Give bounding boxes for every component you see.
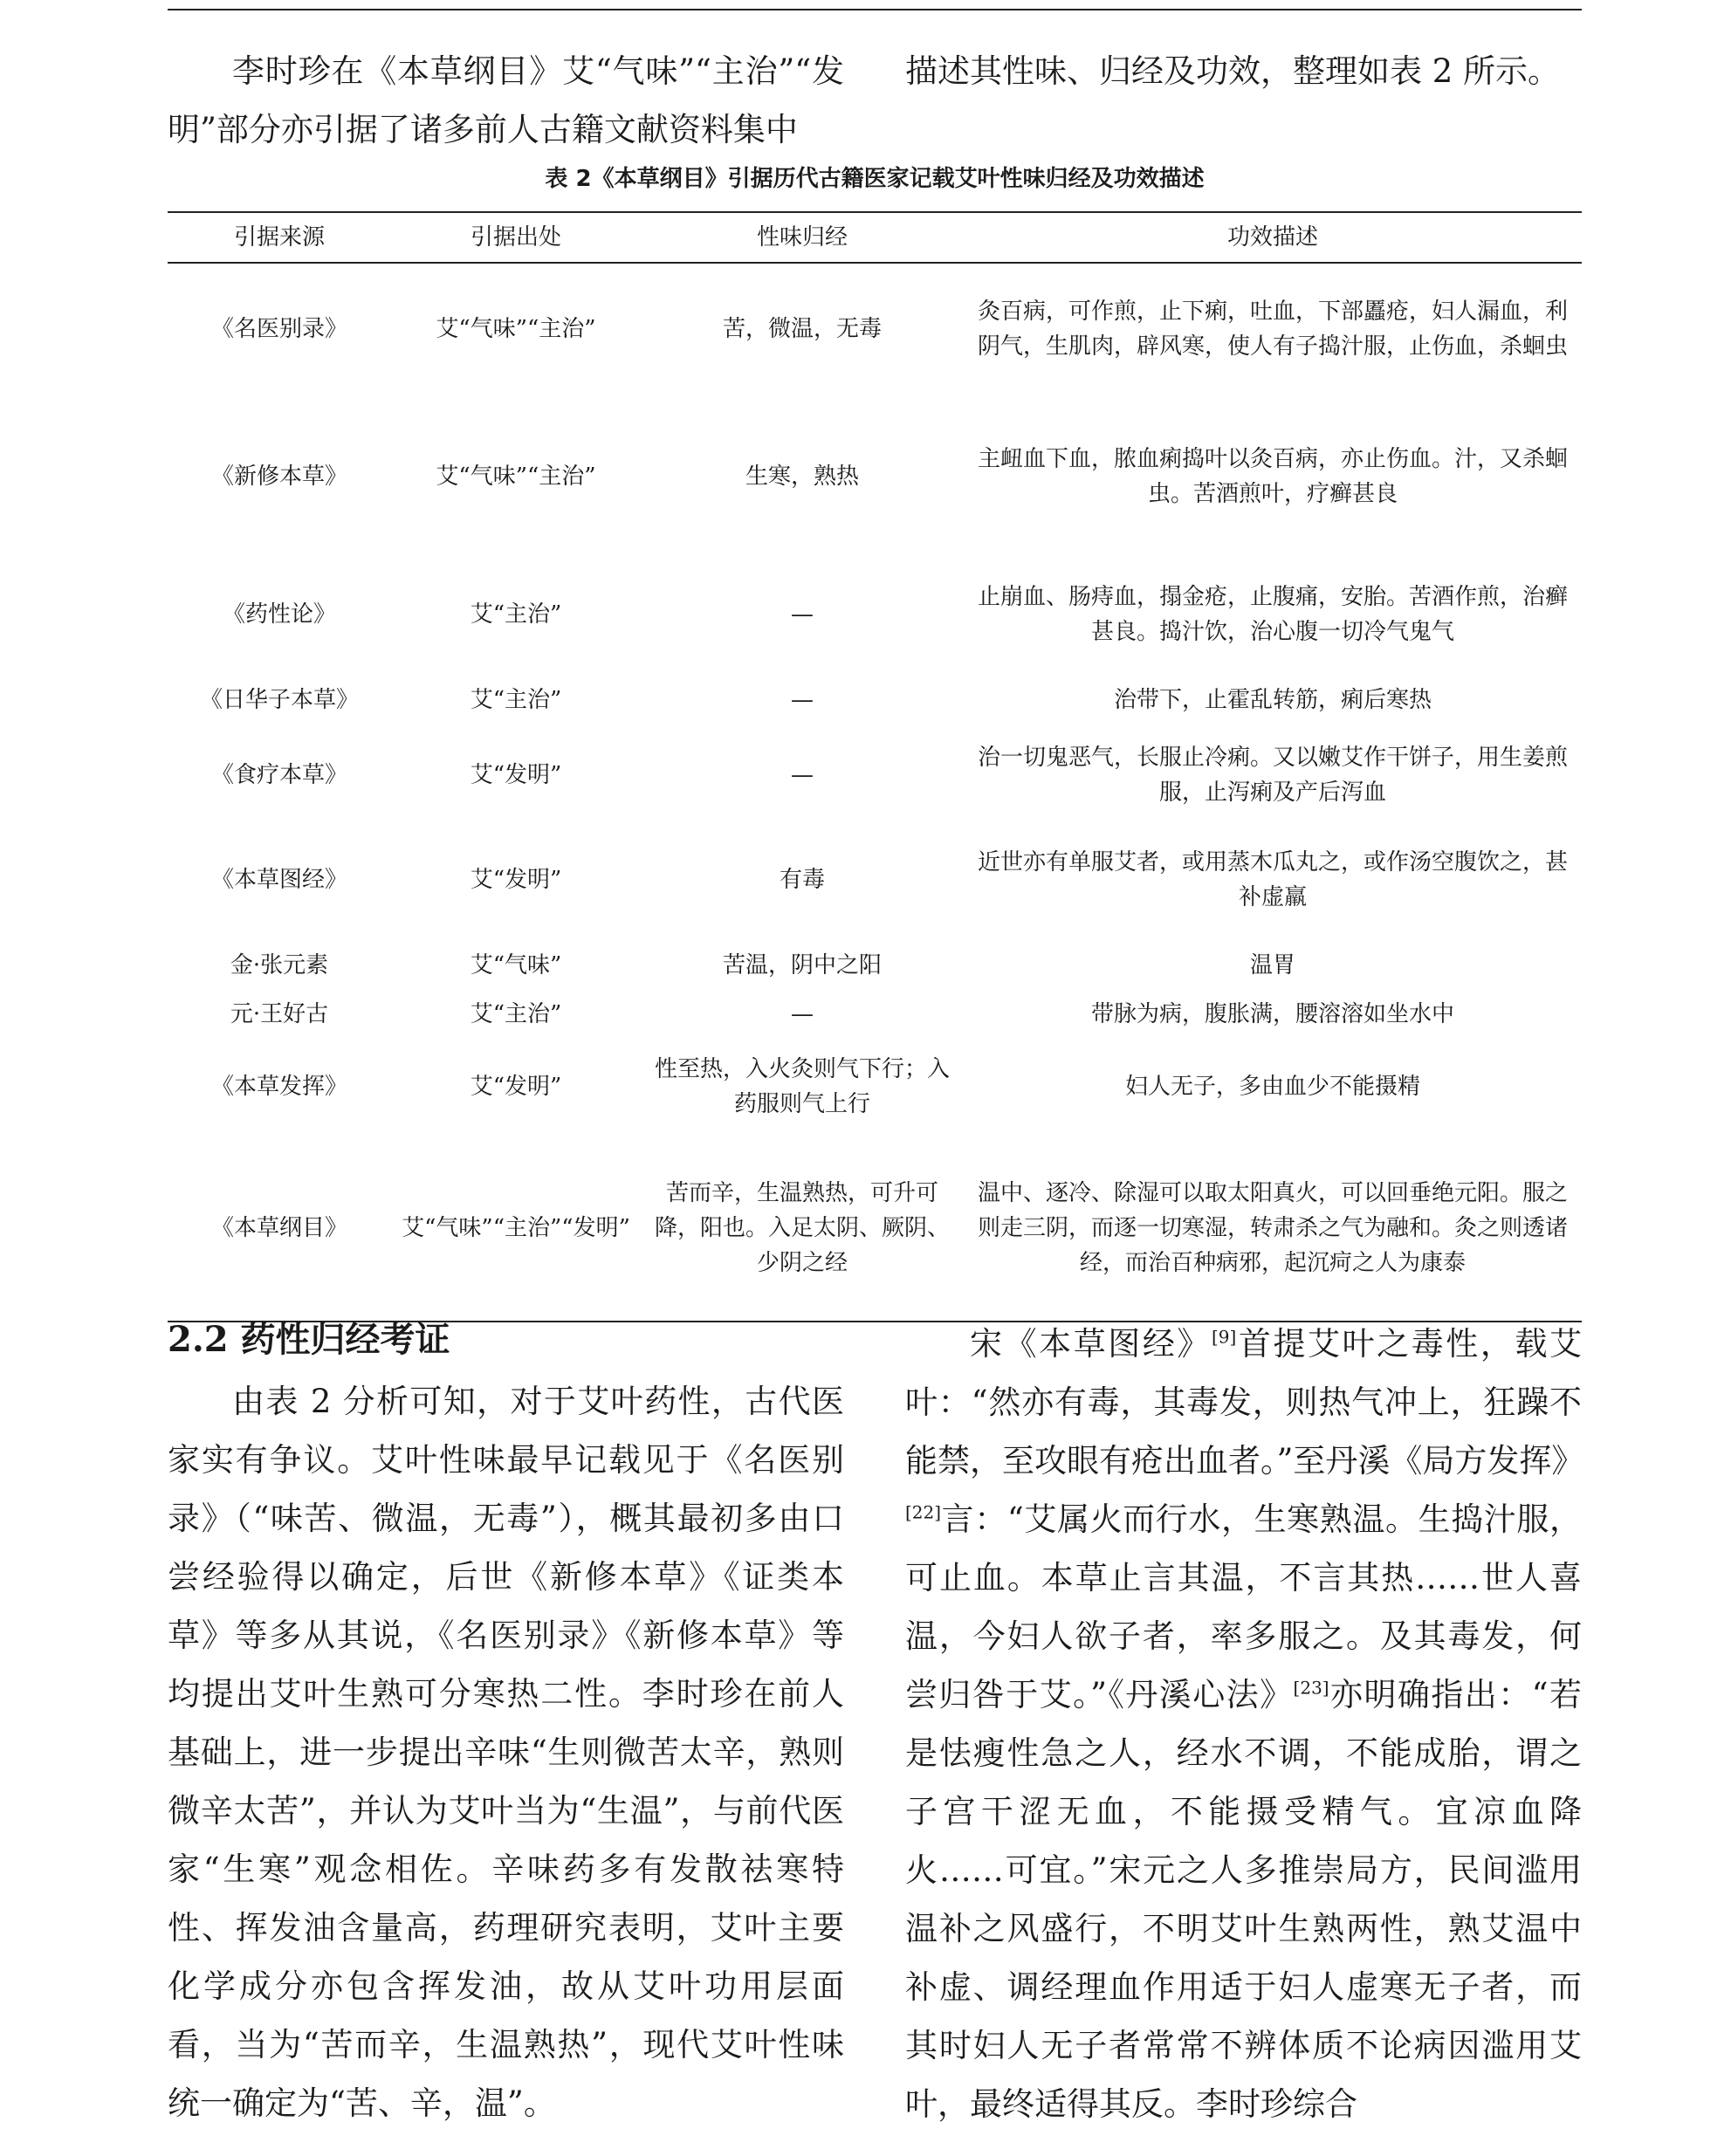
- text-run: 首提艾叶之毒性，载艾叶：“然亦有毒，其毒发，则热气冲上，狂躁不能禁，至攻眼有疮出血者。”至丹溪《局方发挥》: [905, 1325, 1584, 1480]
- table-row: [168, 394, 1582, 560]
- cell-origin: 艾“发明”: [470, 762, 562, 788]
- section-paragraph-right: [905, 1315, 1582, 2133]
- cell-source: 《本草图经》: [210, 867, 347, 893]
- section-left-column: [168, 1315, 844, 2132]
- intro-paragraph-left: 李时珍在《本草纲目》艾“气味”“主治”“发明”部分亦引据了诸多前人古籍文献资料集中: [168, 52, 844, 148]
- cell-nature: —: [791, 762, 814, 788]
- cell-nature: 苦而辛，生温熟热，可升可降，阳也。入足太阴、厥阴、少阴之经: [641, 1135, 964, 1322]
- cell-source: 《本草发挥》: [210, 1074, 347, 1100]
- cell-origin: 艾“主治”: [470, 1001, 562, 1027]
- cell-origin: 艾“气味”“主治”: [436, 463, 596, 490]
- cell-effect: 止崩血、肠痔血，搨金疮，止腹痛，安胎。苦酒作煎，治癣甚良。捣汁饮，治心腹一切冷气鬼气: [977, 583, 1568, 645]
- cell-source: 元·王好古: [230, 1001, 329, 1027]
- cell-nature: 苦温，阴中之阳: [722, 952, 882, 978]
- cell-origin: 艾“发明”: [470, 867, 562, 893]
- cell-nature: 生寒，熟热: [745, 463, 859, 490]
- header-rule: [168, 9, 1582, 10]
- cell-origin: 艾“气味”“主治”“发明”: [391, 1135, 641, 1322]
- section-heading: 2.2 药性归经考证: [168, 1319, 450, 1360]
- cell-effect: 灸百病，可作煎，止下痢，吐血，下部䘌疮，妇人漏血，利阴气，生肌肉，辟风寒，使人有子捣汁服，止伤血，杀蛔虫: [977, 298, 1568, 360]
- cell-effect: 近世亦有单服艾者，或用蒸木瓜丸之，或作汤空腹饮之，甚补虚羸: [977, 849, 1568, 910]
- cell-nature: —: [791, 601, 814, 628]
- cell-nature: 性至热，入火灸则气下行；入药服则气上行: [654, 1056, 950, 1117]
- cell-effect: 治带下，止霍乱转筋，痢后寒热: [1113, 687, 1432, 713]
- table-header-row: [168, 212, 1582, 263]
- table-row: [168, 1135, 1582, 1322]
- header-origin: 引据出处: [391, 212, 641, 263]
- cell-origin: 艾“气味”: [470, 952, 562, 978]
- text-run: 亦明确指出：“若是怯瘦性急之人，经水不调，不能成胎，谓之子宫干涩无血，不能摄受精气。宜凉血降火……可宜。”宋元之人多推崇局方，民间滥用温补之风盛行，不明艾叶生熟两性，熟艾温中补虚、调经理血作用适于妇人虚寒无子者，而其时妇人无子者常常不辨体质不论病因滥用艾叶，最终适得其反。李时珍综合: [905, 1676, 1582, 2123]
- cell-effect: 妇人无子，多由血少不能摄精: [1124, 1074, 1420, 1100]
- text-run: 宋《本草图经》: [970, 1325, 1212, 1363]
- table-row: [168, 1039, 1582, 1135]
- header-nature: 性味归经: [641, 212, 964, 263]
- cell-source: 《本草纲目》: [168, 1135, 391, 1322]
- section-columns: [168, 1315, 1582, 2153]
- cell-effect: 温胃: [1249, 952, 1295, 978]
- herb-records-table: [168, 211, 1582, 1322]
- citation-23: [23]: [1293, 1677, 1329, 1699]
- cell-nature: 苦，微温，无毒: [722, 315, 882, 342]
- table-row: [168, 560, 1582, 669]
- intro-left-column: [168, 42, 844, 159]
- cell-origin: 艾“主治”: [470, 687, 562, 713]
- cell-origin: 艾“气味”“主治”: [436, 315, 596, 342]
- cell-effect: 温中、逐冷、除湿可以取太阳真火，可以回垂绝元阳。服之则走三阴，而逐一切寒湿，转肃杀之气为融和。灸之则透诸经，而治百种病邪，起沉疴之人为康泰: [964, 1135, 1582, 1322]
- text-run: 言：“艾属火而行水，生寒熟温。生捣汁服，可止血。本草止言其温，不言其热……世人喜温，今妇人欲子者，率多服之。及其毒发，何尝归咎于艾。”《丹溪心法》: [905, 1500, 1582, 1713]
- cell-source: 《名医别录》: [210, 315, 347, 342]
- header-source: 引据来源: [168, 212, 391, 263]
- cell-nature: —: [791, 1001, 814, 1027]
- table-row: [168, 819, 1582, 941]
- intro-right-column: [905, 42, 1582, 100]
- citation-9: [9]: [1211, 1326, 1237, 1348]
- table-row: [168, 263, 1582, 394]
- table-row: [168, 941, 1582, 990]
- cell-nature: 有毒: [779, 867, 825, 893]
- cell-source: 《食疗本草》: [210, 762, 347, 788]
- table-row: [168, 990, 1582, 1039]
- table-row: [168, 731, 1582, 819]
- section-right-column: [905, 1315, 1582, 2133]
- intro-paragraph-right: 描述其性味、归经及功效，整理如表 2 所示。: [905, 52, 1561, 90]
- cell-source: 《日华子本草》: [199, 687, 359, 713]
- cell-source: 《药性论》: [222, 601, 336, 628]
- section-paragraph-left: 由表 2 分析可知，对于艾叶药性，古代医家实有争议。艾叶性味最早记载见于《名医别录》（“味苦、微温，无毒”），概其最初多由口尝经验得以确定，后世《新修本草》《证类本草》等多从其说，《名医别录》《新修本草》等均提出艾叶生熟可分寒热二性。李时珍在前人基础上，进一步提出辛味“生则微苦太辛，熟则微辛太苦”，并认为艾叶当为“生温”，与前代医家“生寒”观念相佐。辛味药多有发散祛寒特性、挥发油含量高，药理研究表明，艾叶主要化学成分亦包含挥发油，故从艾叶功用层面看，当为“苦而辛，生温熟热”，现代艾叶性味统一确定为“苦、辛，温”。: [168, 1383, 844, 2122]
- cell-nature: —: [791, 687, 814, 713]
- cell-source: 《新修本草》: [210, 463, 347, 490]
- cell-origin: 艾“主治”: [470, 601, 562, 628]
- cell-effect: 带脉为病，腹胀满，腰溶溶如坐水中: [1090, 1001, 1454, 1027]
- table-caption: 表 2《本草纲目》引据历代古籍医家记载艾叶性味归经及功效描述: [545, 166, 1205, 192]
- table-row: [168, 669, 1582, 731]
- cell-effect: 治一切鬼恶气，长服止冷痢。又以嫩艾作干饼子，用生姜煎服，止泻痢及产后泻血: [977, 745, 1568, 806]
- cell-effect: 主衄血下血，脓血痢捣叶以灸百病，亦止伤血。汁，又杀蛔虫。苦酒煎叶，疗癣甚良: [977, 446, 1568, 507]
- intro-columns: [168, 42, 1582, 155]
- cell-origin: 艾“发明”: [470, 1074, 562, 1100]
- header-effect: 功效描述: [964, 212, 1582, 263]
- cell-source: 金·张元素: [230, 952, 329, 978]
- citation-22: [22]: [905, 1501, 942, 1523]
